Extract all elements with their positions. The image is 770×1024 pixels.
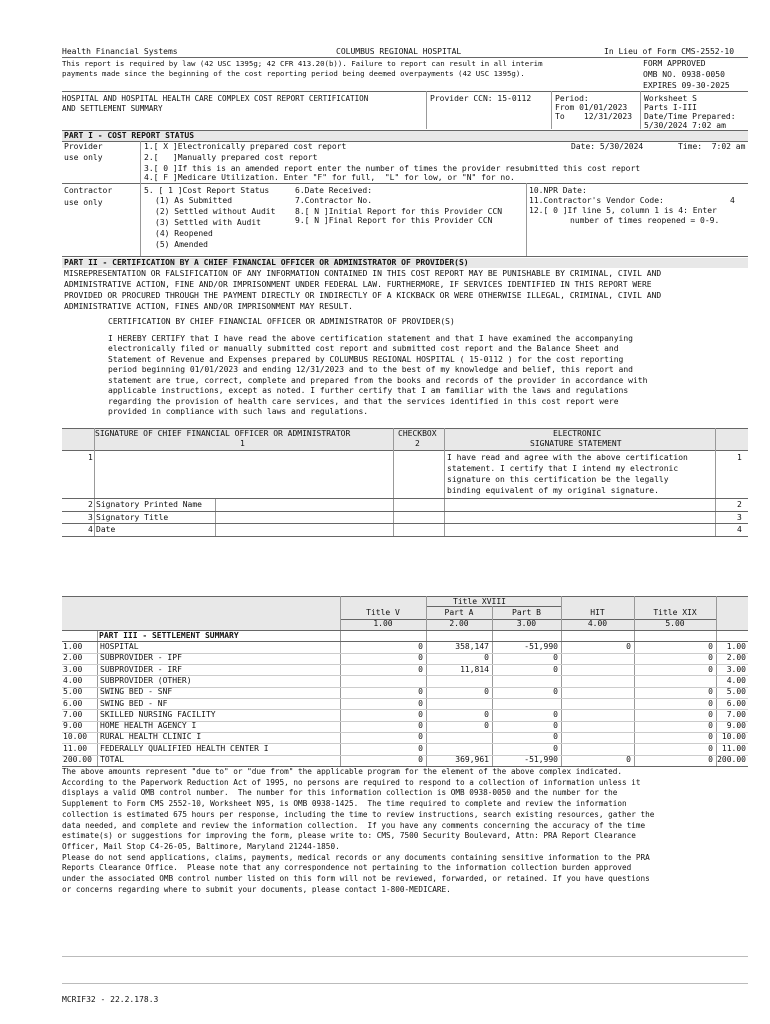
settlement-value: 0 (484, 721, 489, 731)
elec-text-1: I have read and agree with the above certification (447, 453, 688, 462)
col-header-5: Title XIX (653, 608, 697, 617)
datetime-value: 5/30/2024 7:02 am (644, 121, 726, 130)
settlement-line-rnumber: 9.00 (726, 721, 746, 731)
settlement-line-label: HOSPITAL (100, 642, 139, 651)
settlement-line-rnumber: 2.00 (726, 653, 746, 663)
report-title: HOSPITAL AND HOSPITAL HEALTH CARE COMPLEX COST REPORT CERTIFICATION (62, 94, 369, 103)
settlement-line-rnumber: 6.00 (726, 698, 746, 708)
footnote-line: Please do not send applications, claims, payments, medical records or any documents containing sensitive information to the PRA (62, 852, 650, 862)
settlement-value: 0 (708, 743, 713, 753)
elec-text-4: binding equivalent of my original signature. (447, 486, 659, 495)
settlement-line-rnumber: 11.00 (721, 743, 746, 753)
certification-title: CERTIFICATION BY CHIEF FINANCIAL OFFICER OR ADMINISTRATOR OF PROVIDER(S) (108, 317, 455, 326)
settlement-value: 0 (553, 709, 558, 719)
warning-line-3: PROVIDED OR PROCURED THROUGH THE PAYMENT DIRECTLY OR INDIRECTLY OF A KICKBACK OR WERE OTHERWISE ILLEGAL, CRIMINAL, CIVIL AND (64, 291, 662, 300)
checkbox-col-num: 2 (415, 439, 420, 448)
settlement-value: 0 (418, 664, 423, 674)
notice-line2: payments made since the beginning of the cost reporting period being deemed overpayments (42 USC 1395g). (62, 69, 525, 78)
item-9: 9.[ N ]Final Report for this Provider CCN (295, 216, 493, 225)
item-8: 8.[ N ]Initial Report for this Provider CCN (295, 207, 503, 216)
omb-number: OMB NO. 0938-0050 (643, 70, 725, 79)
settlement-line-number: 7.00 (63, 709, 83, 719)
item-4: 4.[ F ]Medicare Utilization. Enter "F" for full, "L" for low, or "N" for no. (144, 173, 515, 182)
col-number-5: 5.00 (665, 619, 685, 628)
settlement-line-number: 11.00 (63, 743, 88, 753)
settlement-line-rnumber: 3.00 (726, 664, 746, 674)
sig-row-3-num: 3 (88, 513, 93, 522)
footnote-line: data needed, and complete and review the information collection. If you have any comments concerning the accuracy of the time (62, 820, 646, 830)
settlement-line-number: 3.00 (63, 664, 83, 674)
settlement-value: 0 (484, 709, 489, 719)
settlement-value: 11,814 (460, 664, 489, 674)
settlement-value: 0 (708, 721, 713, 731)
settlement-line-rnumber: 4.00 (726, 675, 746, 685)
settlement-value: 0 (418, 642, 423, 651)
datetime-label: Date/Time Prepared: (644, 112, 736, 121)
item-5-opt-5: (5) Amended (155, 240, 208, 249)
settlement-value: 0 (553, 653, 558, 663)
item-1-date: Date: 5/30/2024 (571, 142, 644, 151)
settlement-line-number: 200.00 (63, 755, 92, 764)
settlement-line-label: SWING BED - NF (100, 698, 168, 708)
settlement-value: 0 (553, 732, 558, 742)
settlement-line-number: 2.00 (63, 653, 83, 663)
settlement-value: 0 (708, 653, 713, 663)
settlement-line-label: SUBPROVIDER - IPF (100, 653, 182, 663)
col-header-4: HIT (590, 608, 605, 617)
footnote-line: Reports Clearance Office. Please note that any correspondence not pertaining to the information collection burden approved (62, 863, 632, 873)
period-to: To 12/31/2023 (555, 112, 633, 121)
cert-line-8: provided in compliance with such laws and regulations. (108, 407, 369, 416)
provider-use-label-2: use only (64, 153, 103, 162)
settlement-value: 0 (708, 709, 713, 719)
cert-line-2: electronically filed or manually submitted cost report and submitted cost report and the Balance Sheet and (108, 344, 619, 353)
period-from: From 01/01/2023 (555, 103, 628, 112)
electronic-header: ELECTRONIC (553, 429, 602, 438)
settlement-line-number: 6.00 (63, 698, 83, 708)
settlement-value: 0 (626, 642, 631, 651)
header-center: COLUMBUS REGIONAL HOSPITAL (336, 47, 462, 56)
header-right: In Lieu of Form CMS-2552-10 (604, 47, 735, 56)
elec-text-3: signature on this certification be the legally (447, 475, 669, 484)
worksheet-parts: Parts I-III (644, 103, 697, 112)
sig-row-2-num: 2 (88, 500, 93, 509)
settlement-line-rnumber: 5.00 (726, 687, 746, 697)
settlement-line-number: 10.00 (63, 732, 88, 742)
footnote-line: Officer, Mail Stop C4-26-05, Baltimore, Maryland 21244-1850. (62, 841, 340, 851)
cert-line-7: regarding the provision of health care services, and that the services identified in this cost report were (108, 397, 619, 406)
part1-heading: PART I - COST REPORT STATUS (64, 131, 195, 140)
worksheet: Worksheet S (644, 94, 697, 103)
settlement-value: 0 (553, 687, 558, 697)
footnote-line: The above amounts represent "due to" or "due from" the applicable program for the element of the above complex indicated. (62, 767, 623, 776)
settlement-value: 0 (553, 743, 558, 753)
sig-row-4-num: 4 (88, 525, 93, 534)
settlement-line-label: HOME HEALTH AGENCY I (100, 721, 197, 731)
settlement-value: 0 (553, 721, 558, 731)
col-number-3: 3.00 (516, 619, 537, 628)
settlement-line-label: SWING BED - SNF (100, 687, 173, 697)
col-number-4: 4.00 (587, 619, 608, 628)
settlement-line-label: FEDERALLY QUALIFIED HEALTH CENTER I (100, 743, 269, 753)
settlement-value: 0 (553, 664, 558, 674)
settlement-line-label: SUBPROVIDER - IRF (100, 664, 182, 674)
footnote-line: or concerns regarding where to submit your documents, please contact 1-800-MEDICARE. (62, 884, 451, 894)
settlement-line-label: SKILLED NURSING FACILITY (100, 709, 216, 719)
warning-line-2: ADMINISTRATIVE ACTION, FINE AND/OR IMPRISONMENT UNDER FEDERAL LAW. FURTHERMORE, IF SERVICES IDENTIFIED IN THIS REPORT WERE (64, 280, 652, 289)
header-left: Health Financial Systems (62, 47, 178, 56)
date-label: Date (96, 525, 116, 534)
part3-heading: PART III - SETTLEMENT SUMMARY (99, 631, 239, 640)
item-11-value: 4 (730, 196, 735, 205)
col-header-1: Title V (366, 608, 400, 617)
signatory-title-label: Signatory Title (96, 513, 169, 522)
settlement-value: 0 (484, 653, 489, 663)
item-6: 6.Date Received: (295, 186, 373, 195)
sig-row-3-rnum: 3 (737, 513, 742, 522)
settlement-line-rnumber: 10.00 (721, 732, 746, 742)
provider-ccn: Provider CCN: 15-0112 (430, 94, 532, 103)
settlement-line-number: 9.00 (63, 721, 83, 731)
settlement-line-label: RURAL HEALTH CLINIC I (100, 732, 202, 742)
cert-line-3: Statement of Revenue and Expenses prepared by COLUMBUS REGIONAL HOSPITAL ( 15-0112 ) for the cost reporting (108, 355, 624, 364)
item-10: 10.NPR Date: (529, 186, 587, 195)
settlement-value: 0 (708, 687, 713, 697)
settlement-value: 0 (708, 664, 713, 674)
elec-text-2: statement. I certify that I intend my electronic (447, 464, 679, 473)
settlement-value: -51,990 (524, 755, 558, 764)
electronic-header-2: SIGNATURE STATEMENT (530, 439, 622, 448)
item-12: 12.[ 0 ]If line 5, column 1 is 4: Enter (529, 206, 717, 215)
settlement-value: 0 (418, 732, 423, 742)
expires: EXPIRES 09-30-2025 (643, 81, 730, 90)
settlement-line-label: SUBPROVIDER (OTHER) (100, 675, 192, 685)
sig-row-1-num: 1 (88, 453, 93, 462)
cert-line-4: period beginning 01/01/2023 and ending 12/31/2023 and to the best of my knowledge and belief, this report and (108, 365, 633, 374)
settlement-value: 0 (626, 755, 631, 764)
cert-line-6: applicable instructions, except as noted. I further certify that I am familiar with the laws and regulations (108, 386, 629, 395)
settlement-line-rnumber: 1.00 (726, 642, 746, 651)
footer-version: MCRIF32 - 22.2.178.3 (62, 995, 159, 1004)
item-5: 5. [ 1 ]Cost Report Status (144, 186, 270, 195)
settlement-value: 0 (418, 755, 423, 764)
sig-row-2-rnum: 2 (737, 500, 742, 509)
settlement-line-label: TOTAL (100, 755, 125, 764)
settlement-value: 369,961 (455, 755, 489, 764)
title-xviii-header: Title XVIII (453, 597, 506, 606)
provider-use-label: Provider (64, 142, 103, 151)
settlement-value: 0 (418, 743, 423, 753)
settlement-value: 0 (418, 698, 423, 708)
settlement-value: 0 (418, 687, 423, 697)
settlement-line-number: 4.00 (63, 675, 83, 685)
settlement-value: 0 (708, 698, 713, 708)
item-5-opt-2: (2) Settled without Audit (155, 207, 276, 216)
settlement-line-number: 1.00 (63, 642, 83, 651)
item-11: 11.Contractor's Vendor Code: (529, 196, 664, 205)
contractor-use-label-2: use only (64, 198, 103, 207)
item-7: 7.Contractor No. (295, 196, 373, 205)
settlement-line-rnumber: 7.00 (726, 709, 746, 719)
sig-row-1-rnum: 1 (737, 453, 742, 462)
settlement-value: 358,147 (455, 642, 489, 651)
report-subtitle: AND SETTLEMENT SUMMARY (62, 104, 163, 113)
sig-row-4-rnum: 4 (737, 525, 742, 534)
settlement-value: 0 (418, 721, 423, 731)
col-header-2: Part A (444, 608, 474, 617)
footnote-line: displays a valid OMB control number. The number for this information collection is OMB 0938-0050 and the number for the (62, 788, 618, 798)
form-approved: FORM APPROVED (643, 59, 706, 68)
signatory-printed-name-label: Signatory Printed Name (96, 500, 202, 509)
settlement-value: 0 (708, 755, 713, 764)
period-label: Period: (555, 94, 589, 103)
item-5-opt-3: (3) Settled with Audit (155, 218, 261, 227)
item-5-opt-1: (1) As Submitted (155, 196, 233, 205)
footnote-line: According to the Paperwork Reduction Act of 1995, no persons are required to respond to a collection of information unless it (62, 777, 641, 787)
settlement-value: 0 (418, 653, 423, 663)
signature-header: SIGNATURE OF CHIEF FINANCIAL OFFICER OR ADMINISTRATOR (95, 429, 351, 438)
settlement-line-number: 5.00 (63, 687, 83, 697)
footnote-line: Supplement to Form CMS 2552-10, Worksheet N95, is OMB 0938-1425. The time required to complete and review the information (62, 799, 627, 809)
cert-line-1: I HEREBY CERTIFY that I have read the above certification statement and that I have examined the accompanying (108, 334, 633, 343)
col-number-2: 2.00 (449, 619, 469, 628)
col-header-3: Part B (512, 608, 541, 617)
footnote-line: estimate(s) or suggestions for improving the form, please write to: CMS, 7500 Security Boulevard, Attn: PRA Report Clearance (62, 831, 636, 841)
item-5-opt-4: (4) Reopened (155, 229, 213, 238)
item-1: 1.[ X ]Electronically prepared cost report (144, 142, 347, 151)
part2-heading: PART II - CERTIFICATION BY A CHIEF FINANCIAL OFFICER OR ADMINISTRATOR OF PROVIDER(S) (64, 258, 469, 267)
warning-line-1: MISREPRESENTATION OR FALSIFICATION OF ANY INFORMATION CONTAINED IN THIS COST REPORT MAY BE PUNISHABLE BY CRIMINAL, CIVIL AND (64, 269, 662, 278)
item-1-time: Time: 7:02 am (678, 142, 746, 151)
warning-line-4: ADMINISTRATIVE ACTION, FINES AND/OR IMPRISONMENT MAY RESULT. (64, 302, 353, 311)
item-3: 3.[ 0 ]If this is an amended report enter the number of times the provider resubmitted this cost report (144, 164, 641, 173)
signature-col-num: 1 (240, 439, 245, 448)
settlement-value: 0 (708, 642, 713, 651)
footnote-line: under the associated OMB control number listed on this form will not be reviewed, forwarded, or retained. If you have questions (62, 874, 650, 883)
settlement-value: 0 (484, 687, 489, 697)
item-12-note: number of times reopened = 0-9. (570, 216, 720, 225)
contractor-use-label: Contractor (64, 186, 113, 195)
settlement-value: 0 (418, 709, 423, 719)
notice-line1: This report is required by law (42 USC 1395g; 42 CFR 413.20(b)). Failure to report can result in all interim (62, 59, 543, 68)
settlement-value: -51,990 (524, 642, 558, 651)
col-number-1: 1.00 (373, 619, 393, 628)
checkbox-header: CHECKBOX (398, 429, 437, 438)
item-2: 2.[ ]Manually prepared cost report (144, 153, 318, 162)
footnote-line: collection is estimated 675 hours per response, including the time to review instructions, search existing resources, gather the (62, 809, 655, 819)
cert-line-5: statement are true, correct, complete and prepared from the books and records of the provider in accordance with (108, 376, 648, 385)
settlement-value: 0 (708, 732, 713, 742)
settlement-line-rnumber: 200.00 (717, 755, 746, 764)
